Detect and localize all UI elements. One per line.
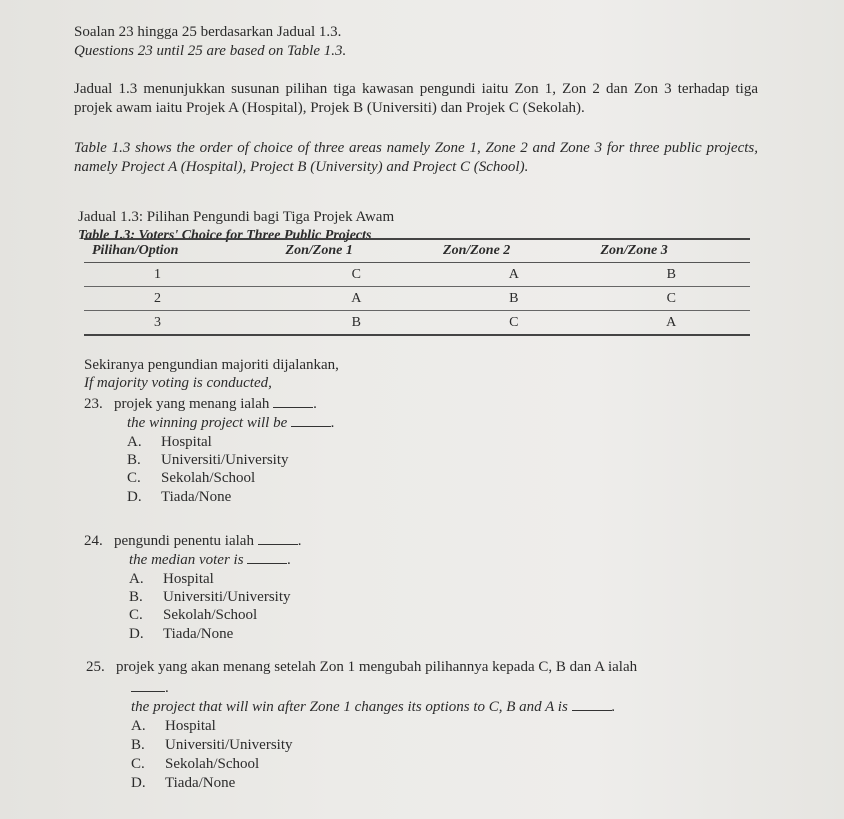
intro-paragraph-ms: Jadual 1.3 menunjukkan susunan pilihan tiga kawasan pengundi iaitu Zon 1, Zon 2 dan Zon 3 terhadap tiga projek awam iaitu Projek A (Hospital), Projek B (Universiti) dan Projek C (Sekolah). — [74, 81, 758, 116]
question-text-ms: projek yang akan menang setelah Zon 1 mengubah pilihannya kepada C, B dan A ialah — [116, 659, 638, 675]
table-row — [84, 287, 750, 311]
cell-zone-3: B — [592, 263, 750, 287]
question-24: 24. pengundi penentu ialah . — [84, 533, 302, 549]
cell-zone-3: C — [592, 287, 750, 311]
voters-choice-table — [84, 238, 750, 336]
answer-blank — [247, 551, 287, 564]
question-23: 23. projek yang menang ialah . — [84, 396, 317, 412]
instruction-ms: Soalan 23 hingga 25 berdasarkan Jadual 1.3. — [74, 24, 342, 40]
premise-ms: Sekiranya pengundian majoriti dijalankan, — [84, 357, 339, 373]
question-25 — [86, 658, 758, 677]
cell-zone-3: A — [592, 311, 750, 336]
answer-blank — [131, 679, 165, 692]
option-a[interactable]: A. Hospital — [129, 571, 214, 587]
header-zone-1: Zon/Zone 1 — [278, 239, 435, 263]
table-row — [84, 311, 750, 336]
question-23-en: the winning project will be . — [127, 415, 335, 431]
table-caption-ms: Jadual 1.3: Pilihan Pengundi bagi Tiga Projek Awam — [78, 209, 395, 225]
option-c[interactable]: C. Sekolah/School — [129, 607, 258, 623]
question-number: 24. — [84, 533, 103, 549]
answer-blank — [258, 532, 298, 545]
answer-blank — [572, 698, 612, 711]
intro-paragraph-en: Table 1.3 shows the order of choice of three areas namely Zone 1, Zone 2 and Zone 3 for three public projects, namely Project A (Hospital), Project B (University) and Project C (School). — [74, 140, 758, 175]
option-b[interactable]: B. Universiti/University — [129, 589, 291, 605]
cell-option: 2 — [84, 287, 278, 311]
cell-option: 3 — [84, 311, 278, 336]
option-d[interactable]: D. Tiada/None — [129, 626, 234, 642]
question-25-en: the project that will win after Zone 1 changes its options to C, B and A is . — [131, 699, 616, 715]
table-caption-en: Table 1.3: Voters' Choice for Three Public Projects — [78, 228, 372, 243]
table-header-row — [84, 239, 750, 263]
question-number: 23. — [84, 396, 103, 412]
question-text-en: the project that will win after Zone 1 changes its options to C, B and A is — [131, 699, 568, 715]
question-text-en: the winning project will be — [127, 415, 288, 431]
question-text-en: the median voter is — [129, 552, 244, 568]
option-d[interactable]: D. Tiada/None — [127, 489, 232, 505]
cell-option: 1 — [84, 263, 278, 287]
cell-zone-1: C — [278, 263, 435, 287]
question-text-ms: projek yang menang ialah — [114, 396, 270, 412]
question-24-en: the median voter is . — [129, 552, 292, 568]
option-c[interactable]: C. Sekolah/School — [127, 470, 256, 486]
option-a[interactable]: A. Hospital — [127, 434, 212, 450]
cell-zone-1: B — [278, 311, 435, 336]
premise-en: If majority voting is conducted, — [84, 375, 272, 391]
answer-blank — [291, 414, 331, 427]
question-number: 25. — [86, 659, 105, 675]
option-b[interactable]: B. Universiti/University — [127, 452, 289, 468]
table-row — [84, 263, 750, 287]
answer-blank — [273, 395, 313, 408]
option-c[interactable]: C. Sekolah/School — [131, 756, 260, 772]
option-b[interactable]: B. Universiti/University — [131, 737, 293, 753]
option-d[interactable]: D. Tiada/None — [131, 775, 236, 791]
instruction-en: Questions 23 until 25 are based on Table 1.3. — [74, 43, 347, 59]
cell-zone-2: B — [435, 287, 592, 311]
cell-zone-2: C — [435, 311, 592, 336]
question-text-ms: pengundi penentu ialah — [114, 533, 254, 549]
cell-zone-2: A — [435, 263, 592, 287]
header-option: Pilihan/Option — [84, 239, 278, 263]
header-zone-3: Zon/Zone 3 — [592, 239, 750, 263]
option-a[interactable]: A. Hospital — [131, 718, 216, 734]
question-25-blank: . — [131, 679, 169, 698]
header-zone-2: Zon/Zone 2 — [435, 239, 592, 263]
cell-zone-1: A — [278, 287, 435, 311]
